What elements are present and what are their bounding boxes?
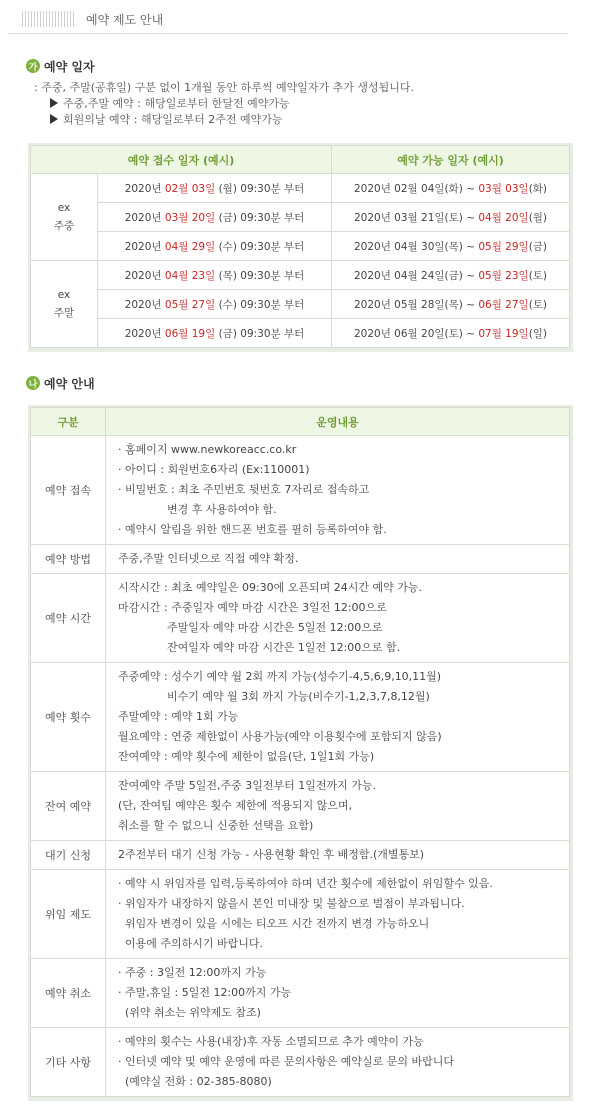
- content-line: · 아이디 : 회원번호6자리 (Ex:110001): [118, 463, 310, 476]
- reservation-guide-table-frame: [28, 405, 573, 1101]
- available-date-cell: 2020년 06월 20일(토) ~ 07월 19일(일): [332, 319, 570, 348]
- highlight-date: 04월 23일: [164, 269, 216, 282]
- table-header-cell: 구분: [31, 408, 106, 436]
- receipt-date-cell: 2020년 06월 19일 (금) 09:30분 부터: [98, 319, 332, 348]
- row-content: [106, 772, 570, 841]
- content-line: · 위임자가 내장하지 않을시 본인 미내장 및 불참으로 벌점이 부과됩니다.: [118, 897, 465, 910]
- content-line: 변경 후 사용하여야 함.: [118, 503, 277, 516]
- highlight-date: 02월 03일: [164, 182, 216, 195]
- content-line: 취소를 할 수 없으니 신중한 선택을 요함): [118, 819, 314, 832]
- available-date-cell: 2020년 04월 24일(금) ~ 05월 23일(토): [332, 261, 570, 290]
- table-row: [31, 870, 570, 959]
- content-line: · 주중 : 3일전 12:00까지 가능: [118, 966, 267, 979]
- section-badge-icon: 나: [26, 376, 40, 390]
- content-line: 주중예약 : 성수기 예약 월 2회 까지 가능(성수기-4,5,6,9,10,11월): [118, 670, 442, 683]
- row-label: 위임 제도: [31, 870, 106, 959]
- section-intro: [34, 80, 414, 128]
- intro-bullet: 주중,주말 예약 : 해당일로부터 한달전 예약가능: [34, 96, 414, 112]
- content-line: 잔여예약 : 예약 횟수에 제한이 없음(단, 1일1회 가능): [118, 750, 375, 763]
- row-content: [106, 545, 570, 574]
- table-header-cell: 예약 가능 일자 (예시): [332, 146, 570, 174]
- table-row: [31, 772, 570, 841]
- page-header: [8, 5, 568, 34]
- content-line: 시작시간 : 최초 예약일은 09:30에 오픈되며 24시간 예약 가능.: [118, 581, 423, 594]
- intro-bullet: 회원의날 예약 : 해당일로부터 2주전 예약가능: [34, 112, 414, 128]
- content-line: 월요예약 : 연중 제한없이 사용가능(예약 이용횟수에 포함되지 않음): [118, 730, 442, 743]
- content-line: (단, 잔여팀 예약은 횟수 제한에 적용되지 않으며,: [118, 799, 353, 812]
- arrow-right-icon: [50, 114, 58, 124]
- row-content: [106, 574, 570, 663]
- highlight-date: 05월 23일: [478, 269, 529, 282]
- content-line: · 예약 시 위임자를 입력,등록하여야 하며 년간 횟수에 제한없이 위임할수 있음.: [118, 877, 493, 890]
- content-line: (위약 취소는 위약제도 참조): [118, 1006, 261, 1019]
- table-row: [31, 174, 570, 203]
- row-label: 예약 취소: [31, 959, 106, 1028]
- highlight-date: 03월 20일: [164, 211, 216, 224]
- content-line: 비수기 예약 월 3회 까지 가능(비수기-1,2,3,7,8,12월): [118, 690, 430, 703]
- table-row: [31, 290, 570, 319]
- category-cell: [31, 261, 98, 348]
- table-row: [31, 436, 570, 545]
- header-decoration: [22, 11, 74, 27]
- section-title: 예약 안내: [44, 376, 95, 391]
- category-label: 주말: [53, 307, 75, 319]
- section-badge-icon: 가: [26, 59, 40, 73]
- row-content: [106, 870, 570, 959]
- table-row: [31, 841, 570, 870]
- table-row: [31, 232, 570, 261]
- available-date-cell: 2020년 04월 30일(목) ~ 05월 29일(금): [332, 232, 570, 261]
- highlight-date: 04월 29일: [164, 240, 216, 253]
- row-content: [106, 959, 570, 1028]
- content-line: · 인터넷 예약 및 예약 운영에 따른 문의사항은 예약실로 문의 바랍니다: [118, 1055, 454, 1068]
- table-header-row: [31, 146, 570, 174]
- reservation-date-table-frame: [28, 143, 573, 352]
- row-label: 예약 접속: [31, 436, 106, 545]
- row-content: [106, 841, 570, 870]
- content-line: 주말일자 예약 마감 시간은 5일전 12:00으로: [118, 621, 383, 634]
- row-label: 예약 방법: [31, 545, 106, 574]
- section-heading-2: [26, 374, 95, 392]
- row-content: [106, 663, 570, 772]
- section-heading-1: [26, 57, 95, 75]
- row-label: 잔여 예약: [31, 772, 106, 841]
- highlight-date: 07월 19일: [478, 327, 529, 340]
- receipt-date-cell: 2020년 02월 03일 (월) 09:30분 부터: [98, 174, 332, 203]
- highlight-date: 03월 03일: [478, 182, 529, 195]
- highlight-date: 04월 20일: [478, 211, 529, 224]
- row-label: 기타 사항: [31, 1028, 106, 1097]
- content-line: 이용에 주의하시기 바랍니다.: [118, 937, 263, 950]
- receipt-date-cell: 2020년 03월 20일 (금) 09:30분 부터: [98, 203, 332, 232]
- content-line: 잔여예약 주말 5일전,주중 3일전부터 1일전까지 가능.: [118, 779, 376, 792]
- content-line: 잔여일자 예약 마감 시간은 1일전 12:00으로 함.: [118, 641, 401, 654]
- table-row: [31, 959, 570, 1028]
- available-date-cell: 2020년 05월 28일(목) ~ 06월 27일(토): [332, 290, 570, 319]
- table-row: [31, 1028, 570, 1097]
- receipt-date-cell: 2020년 04월 29일 (수) 09:30분 부터: [98, 232, 332, 261]
- content-line: 마감시간 : 주중일자 예약 마감 시간은 3일전 12:00으로: [118, 601, 387, 614]
- available-date-cell: 2020년 03월 21일(토) ~ 04월 20일(월): [332, 203, 570, 232]
- table-header-cell: 예약 접수 일자 (예시): [31, 146, 332, 174]
- highlight-date: 05월 29일: [478, 240, 529, 253]
- content-line: 주말예약 : 예약 1회 가능: [118, 710, 239, 723]
- table-row: [31, 261, 570, 290]
- table-row: [31, 574, 570, 663]
- intro-line: : 주중, 주말(공휴일) 구분 없이 1개월 동안 하루씩 예약일자가 추가 생성됩니다.: [34, 81, 415, 94]
- table-header-cell: 운영내용: [106, 408, 570, 436]
- row-content: [106, 1028, 570, 1097]
- category-label: ex: [57, 202, 71, 214]
- reservation-guide-table: [30, 407, 570, 1097]
- table-row: [31, 545, 570, 574]
- row-label: 예약 횟수: [31, 663, 106, 772]
- section-title: 예약 일자: [44, 59, 95, 74]
- table-row: [31, 319, 570, 348]
- receipt-date-cell: 2020년 04월 23일 (목) 09:30분 부터: [98, 261, 332, 290]
- highlight-date: 06월 27일: [478, 298, 529, 311]
- category-cell: [31, 174, 98, 261]
- table-header-row: [31, 408, 570, 436]
- content-line: 위임자 변경이 있을 시에는 티오프 시간 전까지 변경 가능하오니: [118, 917, 430, 930]
- content-line: (예약실 전화 : 02-385-8080): [118, 1075, 272, 1088]
- content-line: · 홈페이지 www.newkoreacc.co.kr: [118, 443, 297, 456]
- content-line: 2주전부터 대기 신청 가능 - 사용현황 확인 후 배정함.(개별통보): [118, 848, 425, 861]
- table-row: [31, 203, 570, 232]
- receipt-date-cell: 2020년 05월 27일 (수) 09:30분 부터: [98, 290, 332, 319]
- page-title: 예약 제도 안내: [86, 13, 164, 27]
- row-content: [106, 436, 570, 545]
- category-label: ex: [57, 289, 71, 301]
- highlight-date: 05월 27일: [164, 298, 216, 311]
- content-line: · 비밀번호 : 최초 주민번호 뒷번호 7자리로 접속하고: [118, 483, 370, 496]
- row-label: 대기 신청: [31, 841, 106, 870]
- content-line: · 예약시 알림을 위한 핸드폰 번호를 필히 등록하여야 함.: [118, 523, 387, 536]
- available-date-cell: 2020년 02월 04일(화) ~ 03월 03일(화): [332, 174, 570, 203]
- content-line: 주중,주말 인터넷으로 직접 예약 확정.: [118, 552, 299, 565]
- row-label: 예약 시간: [31, 574, 106, 663]
- reservation-date-table: [30, 145, 570, 348]
- content-line: · 주말,휴일 : 5일전 12:00까지 가능: [118, 986, 292, 999]
- category-label: 주중: [53, 220, 75, 232]
- content-line: · 예약의 횟수는 사용(내장)후 자동 소멸되므로 추가 예약이 가능: [118, 1035, 424, 1048]
- table-row: [31, 663, 570, 772]
- highlight-date: 06월 19일: [164, 327, 216, 340]
- arrow-right-icon: [50, 98, 58, 108]
